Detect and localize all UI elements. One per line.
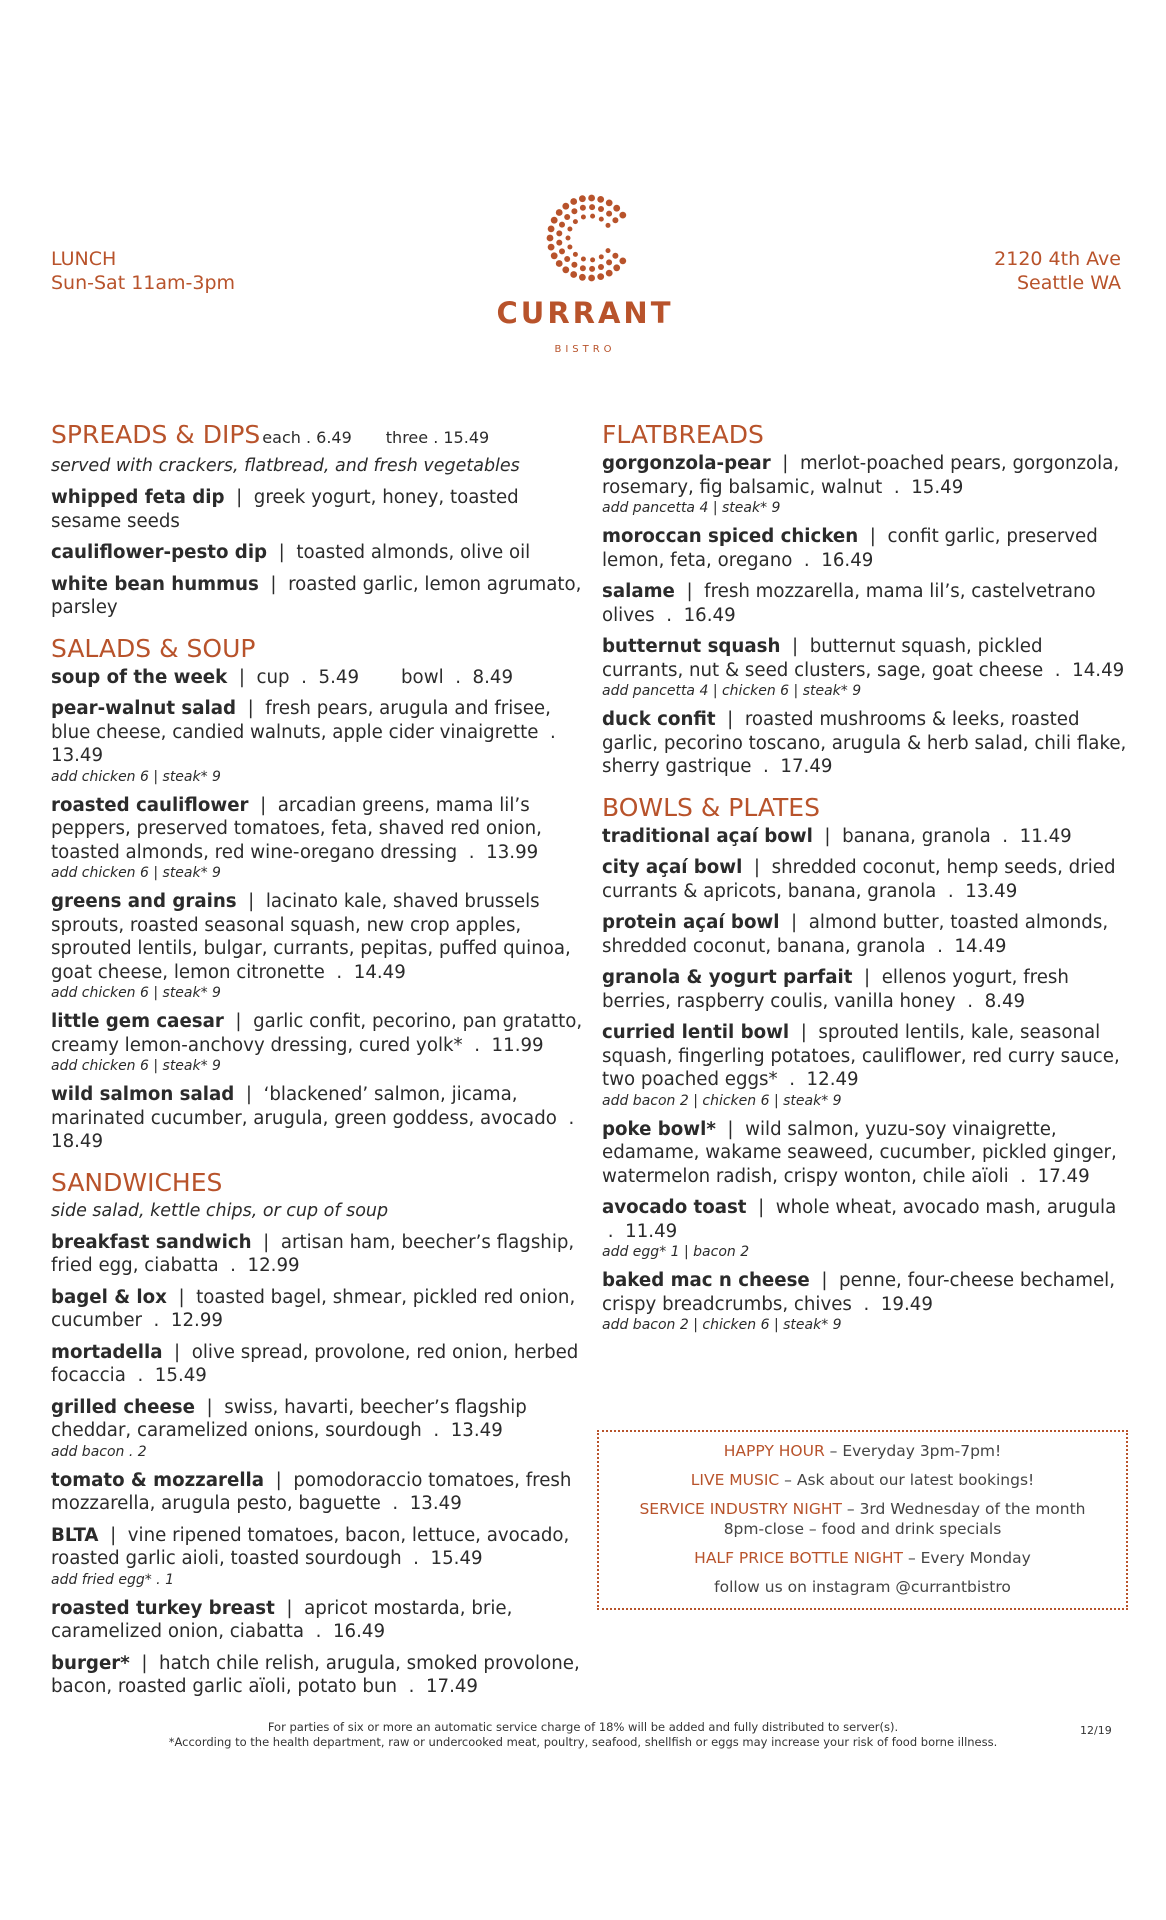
item-name: poke bowl*	[602, 1118, 716, 1140]
salad-items	[51, 697, 591, 1154]
item-description: greek yogurt, honey, toasted sesame seeds	[51, 487, 519, 532]
menu-item: gorgonzola-pear | merlot-poached pears, gorgonzola, rosemary, fig balsamic, walnut . 15.49 add pancetta 4 | steak* 9	[602, 452, 1127, 517]
promo-box	[597, 1430, 1128, 1610]
menu-item: breakfast sandwich | artisan ham, beecher’s flagship, fried egg, ciabatta . 12.99	[51, 1231, 575, 1276]
promo-detail: – Every Monday	[903, 1549, 1031, 1567]
item-addon: add chicken 6 | steak* 9	[51, 985, 221, 1001]
item-price: 14.49	[1072, 659, 1125, 681]
promo-line	[599, 1548, 1126, 1568]
item-name: whipped feta dip	[51, 487, 225, 508]
item-price: 14.49	[353, 961, 406, 983]
item-price: 11.49	[625, 1220, 678, 1242]
three-price-label: three . 15.49	[385, 428, 490, 447]
item-price: 13.49	[965, 880, 1018, 902]
menu-item: city açaí bowl | shredded coconut, hemp seeds, dried currants & apricots, banana, granola . 13.49	[602, 857, 1116, 902]
item-description: ellenos yogurt, fresh berries, raspberry coulis, vanilla honey	[602, 967, 1069, 1012]
left-column	[51, 420, 591, 1713]
item-addon: add fried egg* . 1	[51, 1571, 174, 1588]
item-name: roasted turkey breast	[51, 1597, 275, 1619]
item-name: duck confit	[602, 709, 716, 730]
item-price: 15.49	[154, 1365, 207, 1386]
item-description: almond butter, toasted almonds, shredded coconut, banana, granola	[602, 912, 1109, 957]
item-name: salame	[602, 581, 675, 602]
item-name: wild salmon salad	[51, 1084, 235, 1105]
meal-label: LUNCH	[51, 248, 117, 270]
menu-item: greens and grains | lacinato kale, shaved brussels sprouts, roasted seasonal squash, new crop apples, sprouted lentils, bulgar, currants, pepitas, puffed quinoa, goat cheese, lemon citronette . 14.49 add chicken 6 | steak* 9	[51, 890, 591, 1002]
promo-line	[599, 1441, 1126, 1461]
item-description: garlic confit, pecorino, pan gratatto, creamy lemon-anchovy dressing, cured yolk*	[51, 1011, 583, 1056]
item-name: gorgonzola-pear	[602, 453, 771, 474]
item-description: ‘blackened’ salmon, jicama, marinated cucumber, arugula, green goddess, avocado	[51, 1084, 557, 1129]
item-description: whole wheat, avocado mash, arugula	[775, 1197, 1117, 1218]
each-price-label: each . 6.49	[262, 428, 352, 447]
item-name: greens and grains	[51, 891, 237, 912]
item-description: apricot mostarda, brie, caramelized onion, ciabatta	[51, 1597, 513, 1642]
sandwiches-title: SANDWICHES	[51, 1167, 223, 1197]
item-price: 17.49	[1037, 1165, 1090, 1187]
item-price: 17.49	[425, 1676, 479, 1697]
cup-label: cup	[256, 666, 290, 688]
item-description: penne, four-cheese bechamel, crispy breadcrumbs, chives	[602, 1270, 1116, 1315]
bowls-section	[602, 793, 1127, 1335]
menu-item: traditional açaí bowl | banana, granola . 11.49	[602, 825, 1072, 847]
item-addon: add pancetta 4 | chicken 6 | steak* 9	[602, 683, 862, 699]
item-name: mortadella	[51, 1341, 163, 1363]
spreads-section	[51, 420, 591, 620]
item-price: 14.49	[954, 935, 1007, 957]
item-price: 13.49	[409, 1493, 462, 1514]
menu-item: pear-walnut salad | fresh pears, arugula and frisee, blue cheese, candied walnuts, apple cider vinaigrette . 13.49 add chicken 6 | steak* 9	[51, 697, 591, 786]
menu-item: little gem caesar | garlic confit, pecorino, pan gratatto, creamy lemon-anchovy dressing, cured yolk* . 11.99 add chicken 6 | steak* 9	[51, 1010, 591, 1075]
right-column	[602, 420, 1127, 1348]
item-description: merlot-poached pears, gorgonzola, rosemary, fig balsamic, walnut	[602, 453, 1120, 498]
item-name: white bean hummus	[51, 573, 259, 595]
currant-logo-icon	[545, 192, 635, 284]
item-name: granola & yogurt parfait	[602, 967, 853, 988]
item-description: lacinato kale, shaved brussels sprouts, roasted seasonal squash, new crop apples, sprouted lentils, bulgar, currants, pepitas, puffed quinoa, goat cheese, lemon citronette	[51, 891, 571, 983]
item-price: 13.99	[486, 841, 539, 863]
item-price: 11.99	[491, 1034, 544, 1056]
salads-title: SALADS & SOUP	[51, 633, 256, 663]
section-heading	[51, 420, 591, 453]
hours-block	[51, 247, 235, 295]
item-description: fresh pears, arugula and frisee, blue cheese, candied walnuts, apple cider vinaigrette	[51, 698, 551, 743]
item-description: hatch chile relish, arugula, smoked provolone, bacon, roasted garlic aïoli, potato bun	[51, 1652, 580, 1697]
menu-item: duck confit | roasted mushrooms & leeks, roasted garlic, pecorino toscano, arugula & herb salad, chili flake, sherry gastrique . 17.49	[602, 709, 1127, 777]
item-price: 17.49	[780, 756, 833, 777]
promo-detail: follow us on instagram @currantbistro	[714, 1578, 1011, 1596]
item-name: BLTA	[51, 1524, 99, 1546]
item-name: butternut squash	[602, 636, 781, 657]
item-description: butternut squash, pickled currants, nut & seed clusters, sage, goat cheese	[602, 636, 1044, 681]
footer	[0, 1720, 1166, 1750]
address-block	[994, 247, 1121, 295]
menu-item: BLTA | vine ripened tomatoes, bacon, lettuce, avocado, roasted garlic aioli, toasted sourdough . 15.49 add fried egg* . 1	[51, 1524, 591, 1589]
item-addon: add bacon 2 | chicken 6 | steak* 9	[602, 1317, 842, 1333]
item-name: grilled cheese	[51, 1396, 195, 1418]
menu-item: burger* | hatch chile relish, arugula, smoked provolone, bacon, roasted garlic aïoli, potato bun . 17.49	[51, 1652, 580, 1697]
flatbread-items	[602, 452, 1127, 779]
item-price: 15.49	[911, 476, 964, 498]
menu-item: roasted cauliflower | arcadian greens, mama lil’s peppers, preserved tomatoes, feta, shaved red onion, toasted almonds, red wine-oregano dressing . 13.99 add chicken 6 | steak* 9	[51, 794, 591, 883]
item-price: 18.49	[51, 1131, 104, 1152]
item-name: tomato & mozzarella	[51, 1469, 265, 1491]
item-addon: add chicken 6 | steak* 9	[51, 768, 221, 785]
item-description: banana, granola	[842, 825, 991, 847]
item-addon: add bacon . 2	[51, 1443, 147, 1460]
menu-item: roasted turkey breast | apricot mostarda, brie, caramelized onion, ciabatta . 16.49	[51, 1597, 513, 1642]
promo-highlight: LIVE MUSIC	[690, 1471, 780, 1489]
menu-item: tomato & mozzarella | pomodoraccio tomatoes, fresh mozzarella, arugula pesto, baguette . 13.49	[51, 1469, 572, 1514]
spreads-items	[51, 486, 591, 620]
menu-item: bagel & lox | toasted bagel, shmear, pickled red onion, cucumber . 12.99	[51, 1286, 576, 1331]
salads-section	[51, 634, 591, 1154]
service-charge-note: For parties of six or more an automatic service charge of 18% will be added and fully distributed to server(s).	[267, 1720, 899, 1734]
item-name: curried lentil bowl	[602, 1022, 790, 1043]
item-name: baked mac n cheese	[602, 1270, 810, 1291]
item-price: 8.49	[984, 990, 1026, 1012]
promo-detail: – Ask about our latest bookings!	[779, 1471, 1035, 1489]
menu-item: cauliflower-pesto dip | toasted almonds, olive oil	[51, 542, 531, 563]
item-name: protein açaí bowl	[602, 912, 780, 933]
item-price: 12.49	[806, 1069, 859, 1090]
promo-line	[599, 1470, 1126, 1490]
item-price: 16.49	[332, 1621, 386, 1642]
item-description: roasted garlic, lemon agrumato, parsley	[51, 573, 582, 618]
flatbreads-section	[602, 420, 1127, 779]
spreads-title: SPREADS & DIPS	[51, 420, 261, 449]
promo-detail: – Everyday 3pm-7pm!	[824, 1442, 1002, 1460]
menu-item: salame | fresh mozzarella, mama lil’s, castelvetrano olives . 16.49	[602, 581, 1096, 626]
item-name: traditional açaí bowl	[602, 825, 813, 847]
menu-item: butternut squash | butternut squash, pickled currants, nut & seed clusters, sage, goat cheese . 14.49 add pancetta 4 | chicken 6 | steak* 9	[602, 635, 1127, 700]
item-name: moroccan spiced chicken	[602, 526, 859, 547]
promo-line	[599, 1577, 1126, 1597]
item-name: avocado toast	[602, 1197, 747, 1218]
promo-highlight: HALF PRICE BOTTLE NIGHT	[694, 1549, 904, 1567]
menu-item: curried lentil bowl | sprouted lentils, kale, seasonal squash, fingerling potatoes, cauliflower, red curry sauce, two poached eggs* . 12.49 add bacon 2 | chicken 6 | steak* 9	[602, 1021, 1127, 1110]
health-disclaimer: *According to the health department, raw or undercooked meat, poultry, seafood, shellfish or eggs may increase your risk of food borne illness.	[168, 1735, 998, 1749]
item-price: 19.49	[880, 1293, 933, 1315]
promo-line	[599, 1499, 1126, 1539]
item-description: roasted mushrooms & leeks, roasted garlic, pecorino toscano, arugula & herb salad, chili flake, sherry gastrique	[602, 709, 1127, 777]
item-description: vine ripened tomatoes, bacon, lettuce, avocado, roasted garlic aioli, toasted sourdough	[51, 1524, 570, 1569]
flatbreads-title: FLATBREADS	[602, 420, 764, 449]
item-name: pear-walnut salad	[51, 698, 237, 719]
hours-label: Sun-Sat 11am-3pm	[51, 272, 236, 294]
item-name: bagel & lox	[51, 1286, 167, 1308]
item-addon: add pancetta 4 | steak* 9	[602, 500, 781, 516]
item-description: shredded coconut, hemp seeds, dried currants & apricots, banana, granola	[602, 857, 1116, 902]
promo-detail-2: 8pm-close – food and drink specials	[723, 1520, 1002, 1538]
menu-item: grilled cheese | swiss, havarti, beecher’s flagship cheddar, caramelized onions, sourdough . 13.49 add bacon . 2	[51, 1396, 591, 1461]
item-description: wild salmon, yuzu-soy vinaigrette, edamame, wakame seaweed, cucumber, pickled ginger, watermelon radish, crispy wonton, chile aïoli	[602, 1118, 1117, 1187]
item-price: 15.49	[430, 1548, 483, 1569]
menu-date-code: 12/19	[1080, 1724, 1112, 1737]
brand-name: CURRANT	[496, 296, 674, 330]
item-description: swiss, havarti, beecher’s flagship cheddar, caramelized onions, sourdough	[51, 1396, 527, 1441]
menu-item: protein açaí bowl | almond butter, toasted almonds, shredded coconut, banana, granola . 14.49	[602, 912, 1109, 957]
item-addon: add chicken 6 | steak* 9	[51, 865, 221, 881]
cup-price: 5.49	[318, 666, 360, 688]
bowls-title: BOWLS & PLATES	[602, 792, 820, 822]
item-description: artisan ham, beecher’s flagship, fried egg, ciabatta	[51, 1231, 575, 1276]
item-price: 12.99	[247, 1255, 300, 1276]
item-price: 13.49	[450, 1420, 503, 1441]
item-name: burger*	[51, 1652, 130, 1674]
item-name: city açaí bowl	[602, 857, 743, 878]
menu-item: wild salmon salad | ‘blackened’ salmon, jicama, marinated cucumber, arugula, green goddess, avocado . 18.49	[51, 1084, 581, 1152]
item-name: little gem caesar	[51, 1011, 224, 1032]
item-addon: add egg* 1 | bacon 2	[602, 1244, 750, 1260]
promo-highlight: HAPPY HOUR	[723, 1442, 825, 1460]
menu-item: baked mac n cheese | penne, four-cheese bechamel, crispy breadcrumbs, chives . 19.49 add bacon 2 | chicken 6 | steak* 9	[602, 1269, 1127, 1334]
item-price: 16.49	[821, 549, 874, 571]
sandwiches-section	[51, 1168, 591, 1699]
menu-item: moroccan spiced chicken | confit garlic, preserved lemon, feta, oregano . 16.49	[602, 526, 1098, 571]
item-description: toasted almonds, olive oil	[296, 542, 531, 563]
menu-item: avocado toast | whole wheat, avocado mash, arugula . 11.49 add egg* 1 | bacon 2	[602, 1196, 1127, 1261]
item-price: 11.49	[1019, 825, 1072, 847]
item-price: 16.49	[683, 604, 736, 626]
item-description: fresh mozzarella, mama lil’s, castelvetrano olives	[602, 581, 1096, 626]
sandwich-items	[51, 1231, 591, 1699]
section-subtitle: served with crackers, flatbread, and fresh vegetables	[51, 456, 520, 476]
bowl-items	[602, 825, 1127, 1335]
item-description: sprouted lentils, kale, seasonal squash, fingerling potatoes, cauliflower, red curry sauce, two poached eggs*	[602, 1022, 1120, 1090]
item-price: 12.99	[170, 1310, 223, 1331]
menu-item: mortadella | olive spread, provolone, red onion, herbed focaccia . 15.49	[51, 1341, 579, 1386]
menu-item: poke bowl* | wild salmon, yuzu-soy vinaigrette, edamame, wakame seaweed, cucumber, pickled ginger, watermelon radish, crispy wonton, chile aïoli . 17.49	[602, 1118, 1117, 1187]
street-address: 2120 4th Ave	[994, 248, 1121, 270]
item-description: toasted bagel, shmear, pickled red onion, cucumber	[51, 1286, 576, 1331]
item-price: 13.49	[51, 745, 104, 766]
promo-highlight: SERVICE INDUSTRY NIGHT	[639, 1500, 842, 1518]
item-name: cauliflower-pesto dip	[51, 542, 268, 563]
item-addon: add chicken 6 | steak* 9	[51, 1058, 221, 1074]
item-description: arcadian greens, mama lil’s peppers, preserved tomatoes, feta, shaved red onion, toasted almonds, red wine-oregano dressing	[51, 794, 542, 863]
item-name: roasted cauliflower	[51, 794, 249, 816]
item-description: pomodoraccio tomatoes, fresh mozzarella, arugula pesto, baguette	[51, 1469, 572, 1514]
promo-detail: – 3rd Wednesday of the month	[841, 1500, 1086, 1518]
item-name: breakfast sandwich	[51, 1231, 252, 1253]
menu-item: granola & yogurt parfait | ellenos yogurt, fresh berries, raspberry coulis, vanilla honey . 8.49	[602, 967, 1069, 1012]
item-addon: add bacon 2 | chicken 6 | steak* 9	[602, 1092, 842, 1109]
item-name: soup of the week	[51, 666, 228, 688]
bowl-price: 8.49	[472, 666, 514, 688]
bowl-label: bowl	[401, 666, 444, 688]
menu-item: whipped feta dip | greek yogurt, honey, toasted sesame seeds	[51, 487, 519, 532]
section-subtitle: side salad, kettle chips, or cup of soup	[51, 1200, 389, 1221]
soup-item: soup of the week | cup . 5.49 bowl . 8.49	[51, 666, 514, 688]
brand-subtitle: BISTRO	[554, 344, 616, 355]
item-description: confit garlic, preserved lemon, feta, oregano	[602, 526, 1098, 571]
city-address: Seattle WA	[1016, 272, 1121, 294]
item-description: olive spread, provolone, red onion, herbed focaccia	[51, 1341, 579, 1386]
menu-item: white bean hummus | roasted garlic, lemon agrumato, parsley	[51, 573, 582, 618]
